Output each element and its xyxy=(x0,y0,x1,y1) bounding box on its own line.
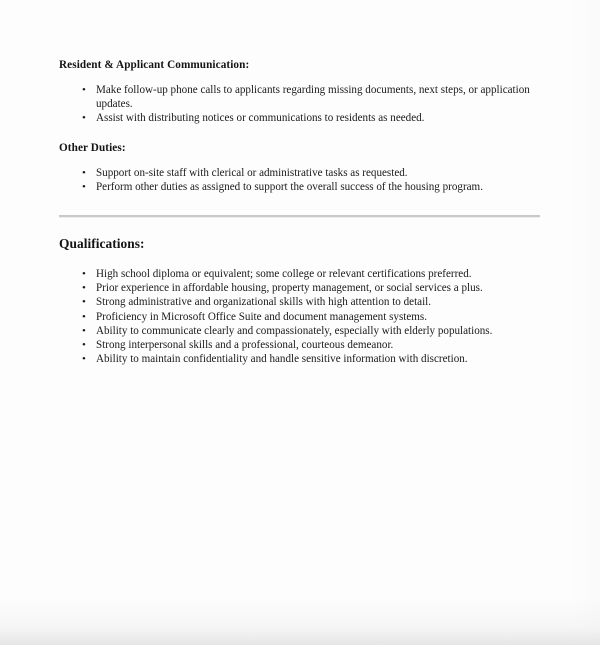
list-item xyxy=(59,180,541,194)
bullet-point-icon: • xyxy=(82,353,86,366)
bullet-point-icon: • xyxy=(82,166,86,179)
list-item xyxy=(59,267,541,281)
bullet-point-icon: • xyxy=(82,324,86,337)
list-item-text: Ability to maintain confidentiality and handle sensitive information with discretion. xyxy=(96,353,468,366)
list-item xyxy=(59,166,541,180)
bullet-list-qualifications xyxy=(59,267,541,366)
page-edge-shade-right xyxy=(570,0,600,645)
spacer xyxy=(59,126,541,142)
document-content xyxy=(59,0,541,366)
bullet-point-icon: • xyxy=(82,296,86,309)
list-item xyxy=(59,281,541,295)
list-item xyxy=(59,295,541,309)
section-heading-qualifications: Qualifications: xyxy=(59,236,145,252)
list-item-text: Make follow-up phone calls to applicants regarding missing documents, next steps, or application updates. xyxy=(96,84,530,111)
bullet-point-icon: • xyxy=(82,282,86,295)
bullet-list-resident-applicant-communication xyxy=(59,83,541,126)
bullet-point-icon: • xyxy=(82,268,86,281)
list-item-text: Prior experience in affordable housing, property management, or social services a plus. xyxy=(96,282,483,295)
list-item xyxy=(59,324,541,338)
page-edge-shade-bottom xyxy=(0,597,600,645)
list-item xyxy=(59,111,541,125)
list-item-text: Strong administrative and organizational skills with high attention to detail. xyxy=(96,296,432,309)
spacer xyxy=(59,194,541,215)
list-item-text: Assist with distributing notices or communications to residents as needed. xyxy=(96,112,425,125)
bullet-point-icon: • xyxy=(82,310,86,323)
bullet-list-other-duties xyxy=(59,166,541,194)
spacer xyxy=(59,72,541,83)
list-item xyxy=(59,352,541,366)
top-margin-spacer xyxy=(59,0,541,59)
list-item-text: Strong interpersonal skills and a professional, courteous demeanor. xyxy=(96,339,394,352)
spacer xyxy=(59,252,541,267)
spacer xyxy=(59,155,541,166)
list-item-text: Perform other duties as assigned to support the overall success of the housing program. xyxy=(96,180,483,193)
spacer xyxy=(59,218,541,236)
bullet-point-icon: • xyxy=(82,112,86,125)
list-item-text: Ability to communicate clearly and compassionately, especially with elderly populations. xyxy=(96,324,493,337)
bullet-point-icon: • xyxy=(82,84,86,96)
bullet-point-icon: • xyxy=(82,180,86,193)
list-item-text: Proficiency in Microsoft Office Suite and document management systems. xyxy=(96,310,427,323)
list-item-text: Support on-site staff with clerical or administrative tasks as requested. xyxy=(96,166,408,179)
section-heading-resident-applicant-communication: Resident & Applicant Communication: xyxy=(59,59,250,71)
list-item xyxy=(59,310,541,324)
bullet-point-icon: • xyxy=(82,339,86,352)
list-item xyxy=(59,83,541,111)
section-heading-other-duties: Other Duties: xyxy=(59,141,126,154)
list-item-text: High school diploma or equivalent; some college or relevant certifications preferred. xyxy=(96,268,472,281)
list-item xyxy=(59,338,541,352)
